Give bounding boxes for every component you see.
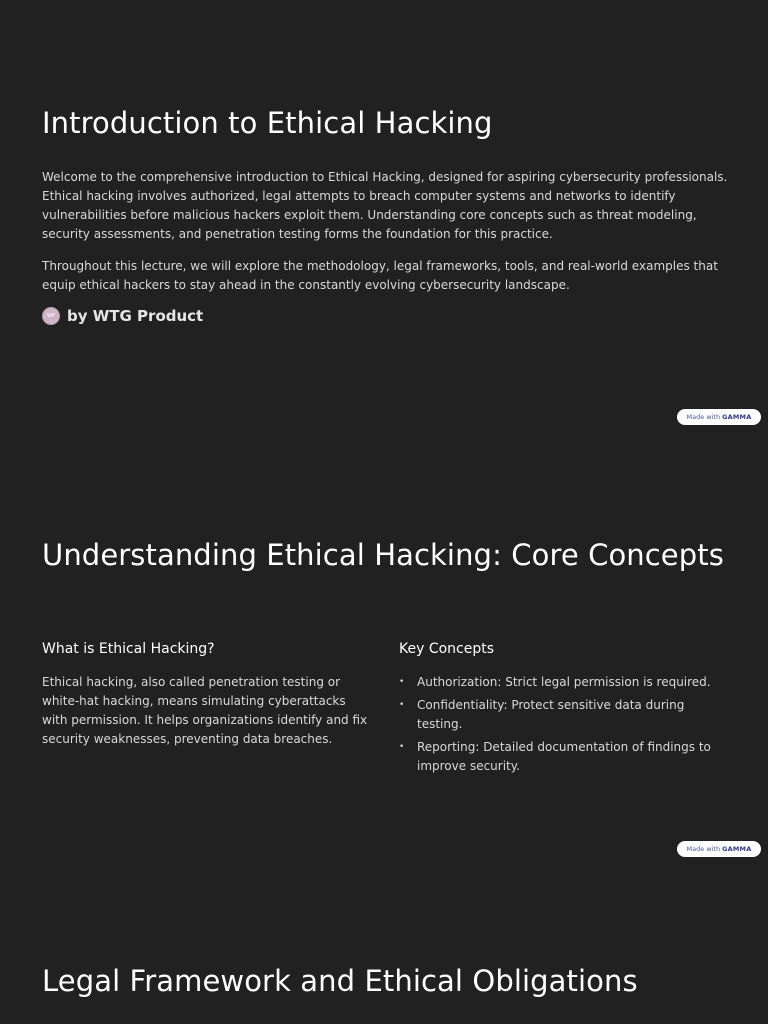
list-item bbox=[399, 696, 729, 734]
made-with-gamma-badge[interactable] bbox=[677, 409, 761, 425]
bullet-icon: • bbox=[399, 742, 405, 752]
slide-title: Introduction to Ethical Hacking bbox=[42, 106, 493, 140]
list-item-text: Authorization: Strict legal permission is required. bbox=[417, 675, 711, 689]
slide-intro bbox=[0, 0, 768, 432]
bullet-icon: • bbox=[399, 700, 405, 710]
column-heading: What is Ethical Hacking? bbox=[42, 641, 215, 657]
list-item-text: Reporting: Detailed documentation of findings to improve security. bbox=[417, 740, 711, 773]
avatar bbox=[42, 307, 60, 325]
slide-title: Understanding Ethical Hacking: Core Concepts bbox=[42, 538, 724, 572]
slide-legal-framework bbox=[0, 864, 768, 1024]
key-concepts-list bbox=[399, 673, 729, 780]
author-name: by WTG Product bbox=[67, 307, 204, 325]
column-text: Ethical hacking, also called penetration testing or white-hat hacking, means simulating cyberattacks with permission. It helps organizations identify and fix security weaknesses, preventing data breaches. bbox=[42, 675, 368, 746]
gamma-logo-text: GAMMA bbox=[722, 413, 752, 421]
list-item bbox=[399, 673, 729, 692]
made-with-gamma-badge[interactable] bbox=[677, 841, 761, 857]
author-byline bbox=[42, 307, 203, 325]
slide-core-concepts bbox=[0, 432, 768, 864]
slide-title: Legal Framework and Ethical Obligations bbox=[42, 964, 638, 998]
gamma-logo-text: GAMMA bbox=[722, 845, 752, 853]
intro-paragraph: Welcome to the comprehensive introduction to Ethical Hacking, designed for aspiring cybersecurity professionals. Ethical hacking involves authorized, legal attempts to breach computer systems and networks to identify vulnerabilities before malicious hackers exploit them. Understanding core concepts such as threat modeling, security assessments, and penetration testing forms the foundation for this practice. bbox=[42, 170, 728, 241]
list-item-text: Confidentiality: Protect sensitive data during testing. bbox=[417, 698, 685, 731]
lecture-overview-paragraph: Throughout this lecture, we will explore the methodology, legal frameworks, tools, and real-world examples that equip ethical hackers to stay ahead in the constantly evolving cybersecurity landscape. bbox=[42, 259, 718, 292]
badge-prefix: Made with bbox=[686, 845, 721, 853]
list-item bbox=[399, 738, 729, 776]
badge-prefix: Made with bbox=[686, 413, 721, 421]
column-heading: Key Concepts bbox=[399, 641, 495, 657]
bullet-icon: • bbox=[399, 677, 405, 687]
avatar-initials: WP bbox=[47, 313, 55, 319]
